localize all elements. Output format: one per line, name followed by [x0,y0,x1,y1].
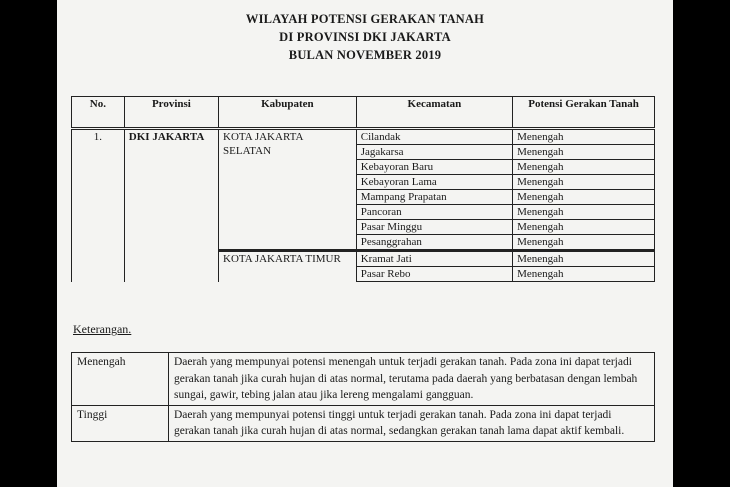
header-no: No. [72,97,125,129]
header-kabupaten: Kabupaten [219,97,357,129]
cell-potensi: Menengah [513,235,655,251]
header-provinsi: Provinsi [124,97,218,129]
table-body [72,129,655,282]
cell-potensi: Menengah [513,129,655,145]
cell-kabupaten: KOTA JAKARTA TIMUR [219,251,357,282]
cell-potensi: Menengah [513,251,655,267]
cell-potensi: Menengah [513,160,655,175]
title-line-2: DI PROVINSI DKI JAKARTA [279,30,451,44]
keterangan-term: Menengah [72,353,169,406]
cell-kecamatan: Jagakarsa [356,145,512,160]
cell-kecamatan: Mampang Prapatan [356,190,512,205]
keterangan-body [72,353,655,442]
cell-no: 1. [72,129,125,282]
cell-kecamatan: Pasar Minggu [356,220,512,235]
title-line-3: BULAN NOVEMBER 2019 [288,48,442,62]
table-header-row [72,97,655,129]
cell-potensi: Menengah [513,267,655,282]
cell-kecamatan: Cilandak [356,129,512,145]
keterangan-desc: Daerah yang mempunyai potensi tinggi untuk terjadi gerakan tanah. Pada zona ini dapat terjadi gerakan tanah jika curah hujan di atas normal, sedangkan gerakan tanah lama dapat aktif kembali. [169,405,655,441]
header-kecamatan: Kecamatan [356,97,512,129]
cell-potensi: Menengah [513,205,655,220]
cell-potensi: Menengah [513,190,655,205]
document-page [57,0,673,487]
cell-kecamatan: Kebayoran Baru [356,160,512,175]
title-line-1: WILAYAH POTENSI GERAKAN TANAH [245,12,485,26]
keterangan-row [72,353,655,406]
potensi-table [71,96,655,282]
cell-potensi: Menengah [513,145,655,160]
cell-potensi: Menengah [513,175,655,190]
table-row [72,129,655,145]
keterangan-desc: Daerah yang mempunyai potensi menengah untuk terjadi gerakan tanah. Pada zona ini dapat terjadi gerakan tanah jika curah hujan di atas normal, terutama pada daerah yang berbatasan dengan lembah sungai, gawir, tebing jalan atau jika lereng mengalami gangguan. [169,353,655,406]
header-potensi: Potensi Gerakan Tanah [513,97,655,129]
cell-kecamatan: Pesanggrahan [356,235,512,251]
keterangan-row [72,405,655,441]
cell-potensi: Menengah [513,220,655,235]
cell-kabupaten: KOTA JAKARTA SELATAN [219,129,357,251]
cell-kecamatan: Pasar Rebo [356,267,512,282]
cell-provinsi: DKI JAKARTA [124,129,218,282]
cell-kecamatan: Kramat Jati [356,251,512,267]
keterangan-table [71,352,655,442]
keterangan-label: Keterangan. [73,322,132,336]
keterangan-term: Tinggi [72,405,169,441]
cell-kecamatan: Kebayoran Lama [356,175,512,190]
cell-kecamatan: Pancoran [356,205,512,220]
